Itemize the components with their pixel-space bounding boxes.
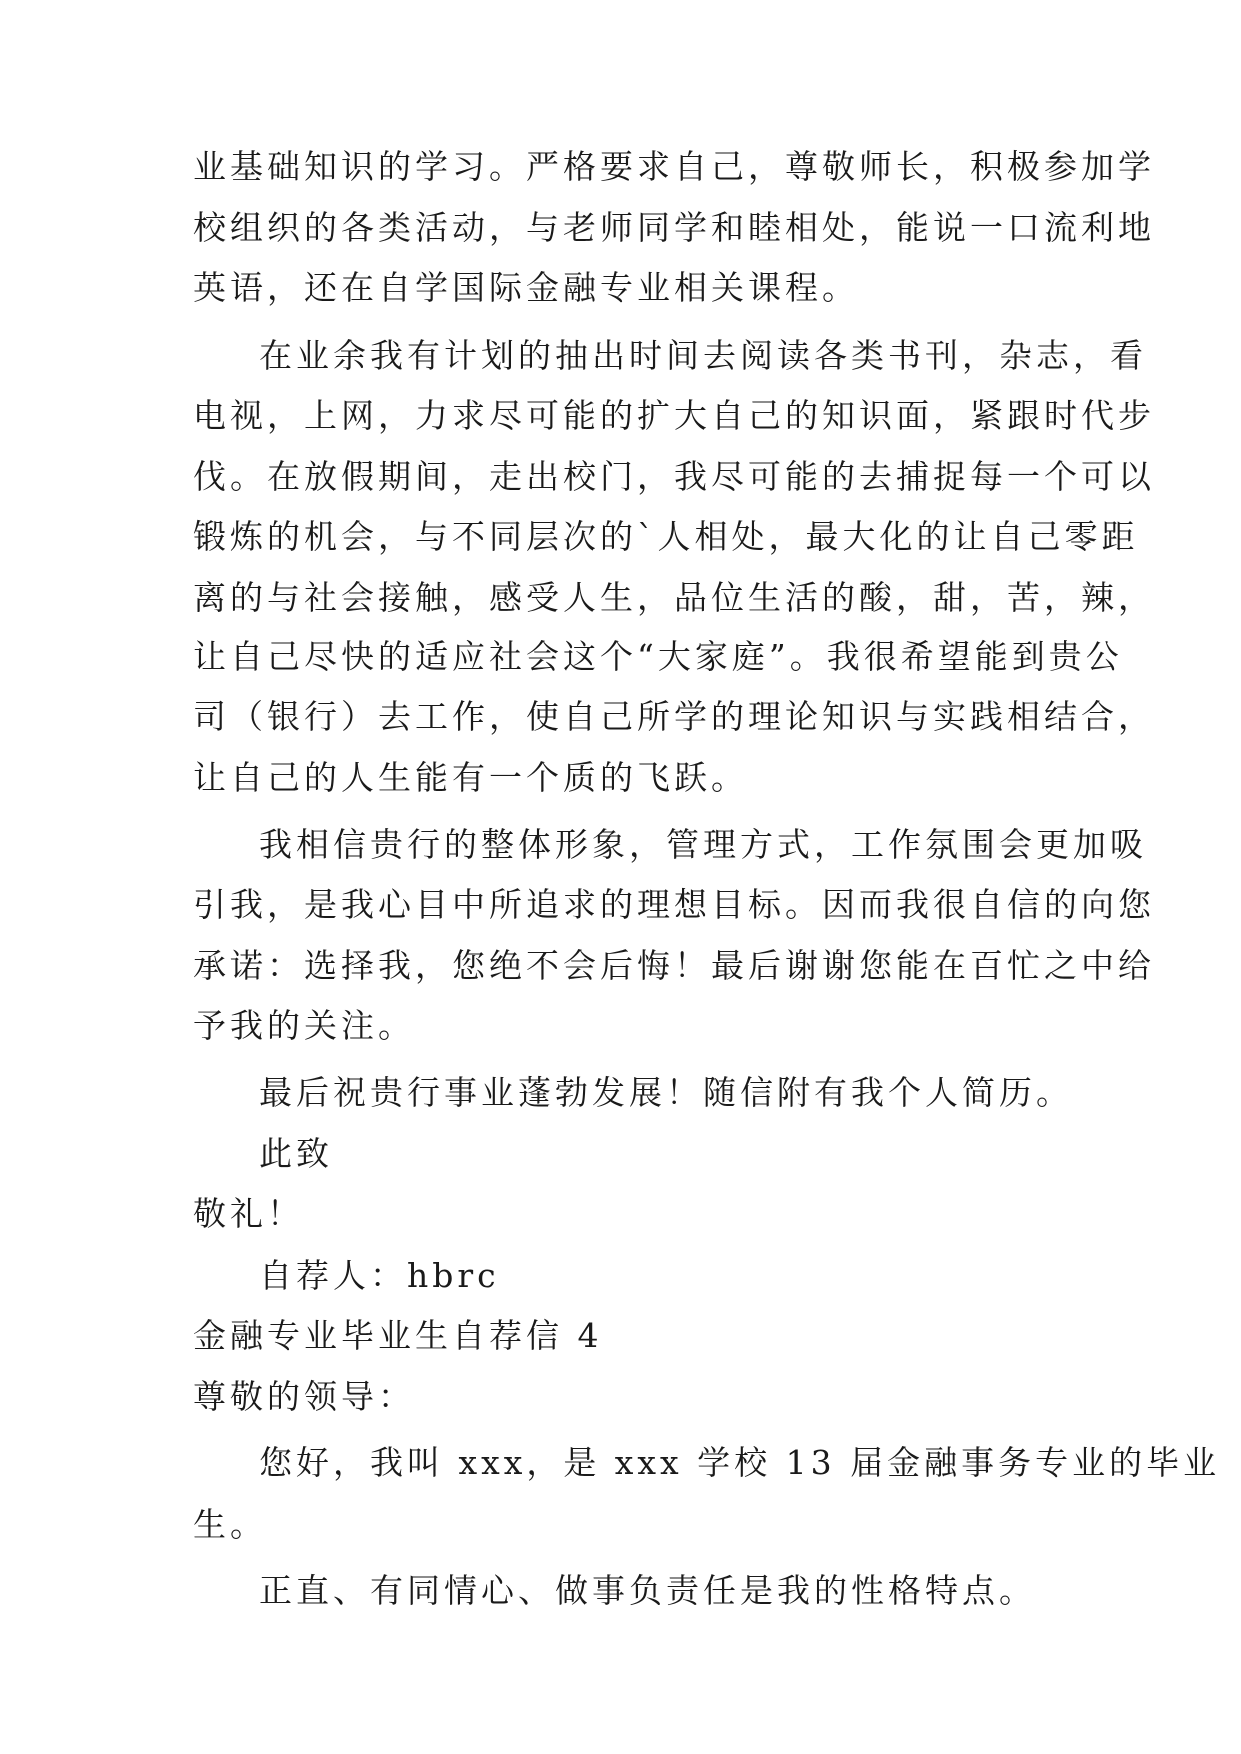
body-line: 锻炼的机会，与不同层次的`人相处，最大化的让自己零距 xyxy=(193,517,1139,556)
body-line: 校组织的各类活动，与老师同学和睦相处，能说一口流利地 xyxy=(193,208,1155,247)
body-line: 承诺：选择我，您绝不会后悔！最后谢谢您能在百忙之中给 xyxy=(193,946,1155,985)
body-line: 您好，我叫 xxx，是 xxx 学校 13 届金融事务专业的毕业 xyxy=(259,1443,1221,1482)
greeting-line: 尊敬的领导： xyxy=(193,1377,415,1416)
section-heading: 金融专业毕业生自荐信 4 xyxy=(193,1316,603,1355)
body-line: 在业余我有计划的抽出时间去阅读各类书刊，杂志，看 xyxy=(259,336,1147,375)
body-line: 离的与社会接触，感受人生，品位生活的酸，甜，苦，辣， xyxy=(193,578,1155,617)
body-line: 让自己尽快的适应社会这个“大家庭”。我很希望能到贵公 xyxy=(193,637,1123,676)
body-line: 我相信贵行的整体形象，管理方式，工作氛围会更加吸 xyxy=(259,825,1147,864)
body-line: 业基础知识的学习。严格要求自己，尊敬师长，积极参加学 xyxy=(193,147,1155,186)
body-line: 最后祝贵行事业蓬勃发展！随信附有我个人简历。 xyxy=(259,1073,1073,1112)
body-line: 生。 xyxy=(193,1505,267,1544)
signature-line: 自荐人：hbrc xyxy=(259,1256,500,1295)
body-line: 引我，是我心目中所追求的理想目标。因而我很自信的向您 xyxy=(193,885,1155,924)
body-line: 电视，上网，力求尽可能的扩大自己的知识面，紧跟时代步 xyxy=(193,396,1155,435)
body-line: 伐。在放假期间，走出校门，我尽可能的去捕捉每一个可以 xyxy=(193,457,1155,496)
body-line: 让自己的人生能有一个质的飞跃。 xyxy=(193,758,748,797)
salutation-line: 敬礼！ xyxy=(193,1194,304,1233)
body-line: 英语，还在自学国际金融专业相关课程。 xyxy=(193,268,859,307)
closing-line: 此致 xyxy=(259,1134,333,1173)
body-line: 司（银行）去工作，使自己所学的理论知识与实践相结合， xyxy=(193,697,1155,736)
body-line: 予我的关注。 xyxy=(193,1006,415,1045)
body-line: 正直、有同情心、做事负责任是我的性格特点。 xyxy=(259,1571,1036,1610)
